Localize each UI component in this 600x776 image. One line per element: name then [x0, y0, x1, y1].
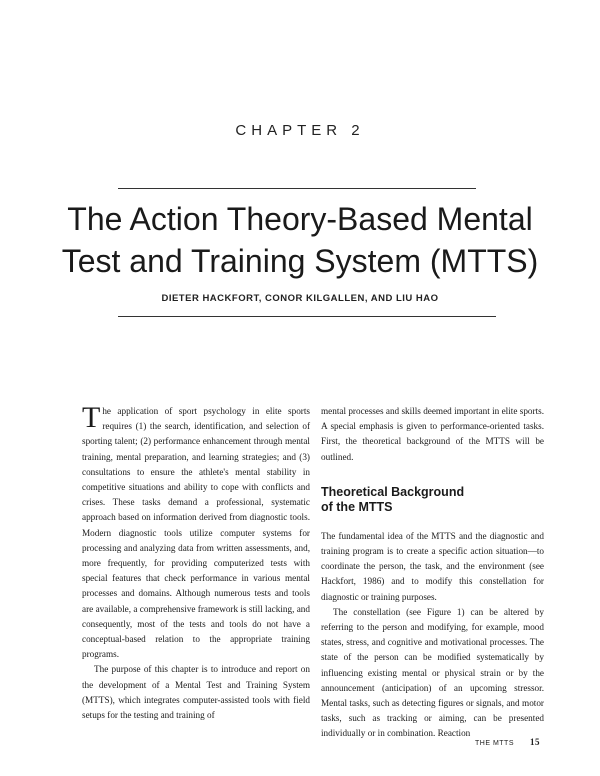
chapter-title-line-1: The Action Theory-Based Mental	[67, 201, 533, 237]
author-list: DIETER HACKFORT, CONOR KILGALLEN, AND LIU HAO	[161, 293, 439, 304]
purpose-paragraph: The purpose of this chapter is to introduce and report on the development of a Mental Test and Training System (MTTS), which integrates computer-assisted tools with field setups for the testing and training of	[82, 664, 310, 721]
bottom-divider	[118, 316, 496, 317]
top-divider	[118, 188, 476, 189]
drop-cap: T	[82, 401, 101, 434]
continuation-paragraph: mental processes and skills deemed important in elite sports. A special emphasis is given to performance-oriented tasks. First, the theoretical background of the MTTS will be outlined.	[321, 406, 544, 462]
page-footer	[0, 737, 540, 747]
intro-paragraph	[82, 401, 310, 662]
page-number: 15	[530, 737, 540, 747]
left-column	[82, 401, 310, 723]
chapter-title	[0, 198, 600, 282]
right-column	[321, 404, 544, 742]
section-heading-line-2: of the MTTS	[321, 499, 393, 514]
fundamental-idea-paragraph: The fundamental idea of the MTTS and the diagnostic and training program is to create a specific action situation—to coordinate the person, the task, and the environment (see Hackfort, 1986) and to modify this constellation for diagnostic or training purposes.	[321, 530, 544, 602]
section-heading	[321, 485, 544, 515]
chapter-title-line-2: Test and Training System (MTTS)	[61, 243, 539, 279]
intro-paragraph-text: he application of sport psychology in elite sports requires (1) the search, identification, and selection of sporting talent; (2) performance enhancement through mental training, mental preparation, and learning strategies; and (3) consultations to ensure the athlete's mental stability in competitive situations and ability to cope with conflicts and crises. These tasks demand a professional, systematic approach based on information derived from diagnostic tools. Modern diagnostic tools utilize computer systems for processing and analyzing data from written assessments, and, more frequently, for providing computerized tests with special features that check performance in various mental processes and domains. Although numerous tests and tools are available, a comprehensive framework is still lacking, and consequently, most of the tests and tools do not have a conceptual-based relation to the appropriate training programs.	[82, 406, 310, 660]
running-head: THE MTTS	[475, 740, 514, 747]
section-heading-line-1: Theoretical Background	[321, 484, 465, 499]
chapter-label: CHAPTER 2	[235, 122, 365, 139]
constellation-paragraph: The constellation (see Figure 1) can be altered by referring to the person and modifying, for example, mood states, stress, and cognitive and motivational processes. The state of the person can be modified systematically by influencing existing mental or physical strain or by the announcement (anticipation) of an upcoming stressor. Mental tasks, such as detecting figures or signals, and motor tasks, such as tracking or aiming, can be presented individually or in combination. Reaction	[321, 606, 544, 739]
